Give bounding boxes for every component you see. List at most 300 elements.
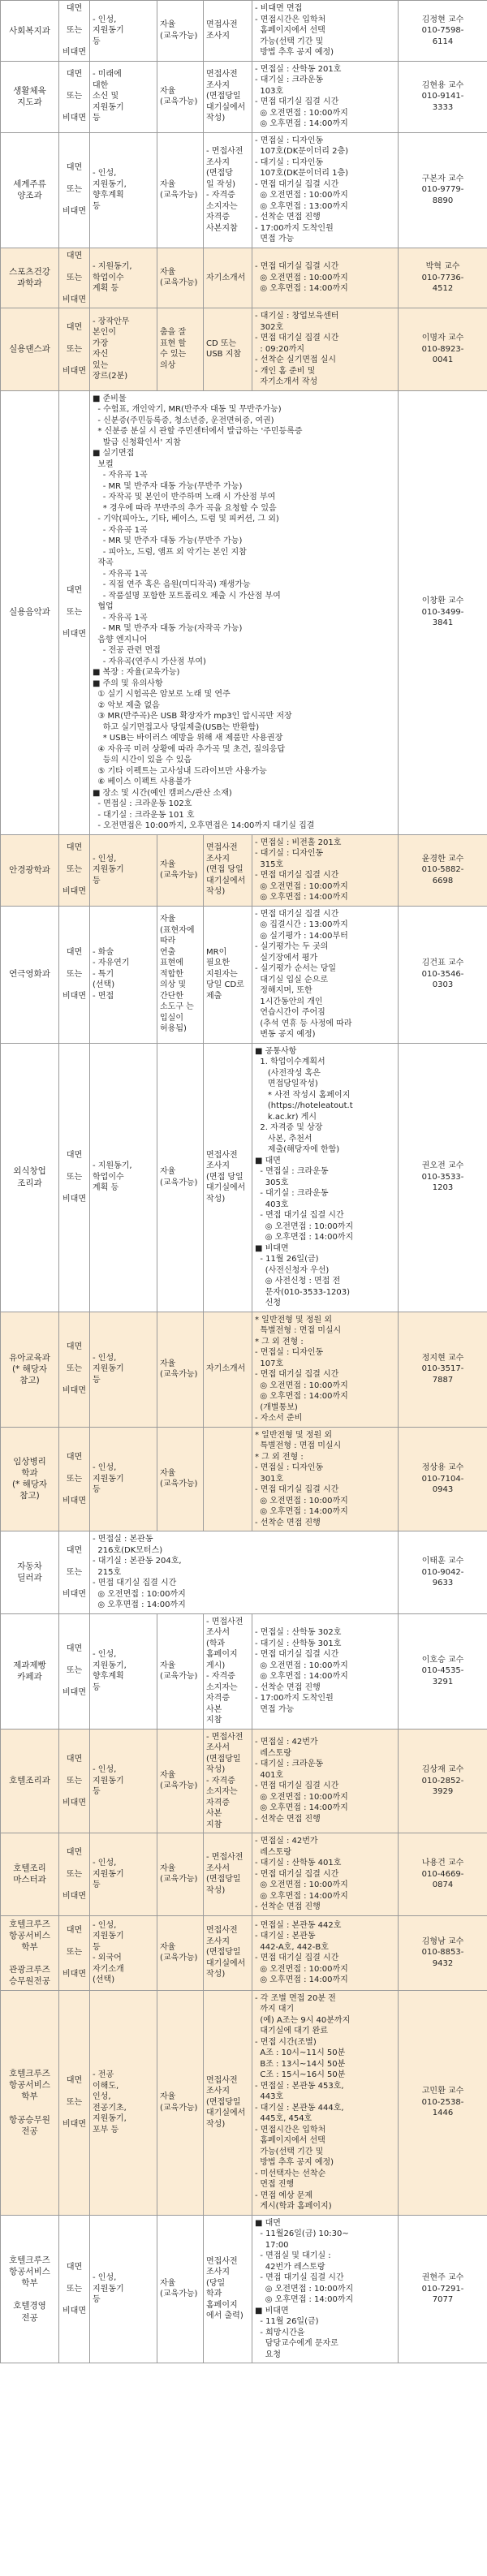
detail-line: - 면접실 : 본관동	[93, 1535, 153, 1544]
detail-line: - 면접 대기실 집결 시간	[255, 1781, 339, 1791]
detail-line: - 대기실 : 크라운동 101 호	[93, 810, 195, 820]
detail-line: - 자유곡 1곡	[93, 613, 148, 622]
detail-line: * 신분증 분실 시 관할 주민센터에서 발급하는 '주민등록증	[93, 427, 303, 436]
details-cell	[90, 1531, 399, 1614]
detail-line: 게시(학과 홈페이지)	[255, 2202, 332, 2212]
detail-line: ◎ 오후면접 : 14:00까지	[255, 1392, 348, 1401]
detail-line: - 각 조별 면접 20분 전	[255, 1993, 336, 2003]
detail-line: 가능(선택 기간 및	[255, 37, 324, 46]
detail-line: (사전신청자 우선)	[255, 1265, 330, 1275]
details-cell	[252, 2215, 399, 2363]
detail-line: ◎ 오전면접 : 10:00까지	[93, 1589, 186, 1599]
interview-content-cell: - 인성, 지원동기, 향후계획 등	[90, 1613, 157, 1729]
contact-cell: 권현주 교수 010-7291- 7077	[399, 2215, 487, 2363]
detail-line: 홈페이지에서 선택	[255, 26, 325, 35]
details-cell	[252, 906, 399, 1043]
interview-content-cell: - 인성, 지원동기 등	[90, 1, 157, 62]
interview-mode-cell: 대면 또는 비대면	[59, 61, 90, 132]
detail-line: ② 악보 제출 없음	[93, 700, 160, 710]
detail-line: 107호(DK문이더리 2층)	[255, 147, 349, 156]
detail-line: ◎ 오후면접 : 14:00까지	[255, 893, 348, 902]
detail-line: ◎ 사전신청 : 면접 전	[255, 1277, 341, 1286]
detail-line: 가능(선택 기간 및	[255, 2147, 324, 2156]
details-cell	[252, 1427, 399, 1531]
detail-line: ◎ 오후면접 : 14:00까지	[255, 1233, 354, 1242]
submission-cell: 자기소개서	[204, 248, 252, 308]
interview-mode-cell: 대면 또는 비대면	[59, 1312, 90, 1427]
detail-line: ◎ 오전면접 : 10:00까지	[255, 108, 348, 118]
detail-line: 방법 추후 공지 예정)	[255, 48, 334, 57]
department-cell: 외식창업 조리과	[1, 1043, 59, 1312]
detail-line: - 면접실 : 42번가	[255, 1837, 318, 1846]
detail-line: - 면접시간은 입학처	[255, 15, 326, 24]
interview-mode-cell: 대면 또는 비대면	[59, 834, 90, 906]
department-cell: 유아교육과 (* 해당자 참고)	[1, 1312, 59, 1427]
detail-line: ◎ 집결시간 : 13:00까지	[255, 920, 348, 929]
detail-line: - 면접 대기실 집결 시간	[255, 1370, 339, 1379]
detail-line: 자기소개서 작성	[255, 377, 318, 386]
detail-line: - 희망시간을	[255, 2328, 305, 2337]
detail-line: - 수험표, 개인악기, MR(반주자 대동 및 무반주가능)	[93, 405, 282, 414]
contact-cell: 나용건 교수 010-4669- 0874	[399, 1833, 487, 1916]
detail-line: - MR 및 반주자 대동 가능(자작곡 가능)	[93, 624, 243, 633]
detail-line: 302호	[255, 322, 284, 332]
detail-line: * 그 외 전형 :	[255, 1452, 304, 1462]
detail-line: - 면접실 및 대기실 :	[255, 2251, 331, 2261]
details-cell	[252, 1833, 399, 1916]
detail-line: ◎ 오전면접 : 10:00까지	[255, 2284, 354, 2294]
detail-line: * 그 외 전형 :	[255, 1337, 304, 1346]
details-cell	[252, 248, 399, 308]
detail-line: - 면접실 : 크라운동 102호	[93, 799, 192, 808]
details-cell	[252, 1990, 399, 2215]
detail-line: - 면접 대기실 집결 시간	[255, 97, 339, 106]
department-cell: 실용댄스과	[1, 308, 59, 391]
detail-line: ■ 공통사항	[255, 1046, 297, 1056]
department-cell: 호텔크루즈 항공서비스 학부 관광크루즈 승무원전공	[1, 1915, 59, 1990]
department-cell: 임상병리 학과 (* 해당자 참고)	[1, 1427, 59, 1531]
detail-line: 103호	[255, 86, 284, 96]
detail-line: ◎ 오전면접 : 10:00까지	[255, 1381, 348, 1390]
detail-line: 면접당일작성)	[255, 1079, 318, 1088]
contact-cell: 정지현 교수 010-3517- 7887	[399, 1312, 487, 1427]
table-row	[1, 61, 487, 132]
submission-cell: - 면접사전 조사서 (학과 홈페이지 게시) - 자격증 소지자는 자격증 사본 지참	[204, 1613, 252, 1729]
detail-line: - 대기실 : 산학동 301호	[255, 1639, 342, 1648]
detail-line: - 면접 대기실 집결 시간	[255, 262, 339, 271]
detail-line: 대기실 입실 순으로	[255, 975, 328, 984]
detail-line: 하고 실기면접고사 당일제출(USB는 반환함)	[93, 722, 260, 732]
detail-line: - 면접실 : 비전홀 201호	[255, 838, 342, 847]
detail-line: - 대기실 : 본관동 444호,	[255, 2103, 344, 2113]
detail-line: - 자작곡 및 본인이 반주하며 노래 시 가산점 부여	[93, 493, 276, 502]
contact-cell: 김형남 교수 010-8853- 9432	[399, 1915, 487, 1990]
detail-line: 1시간동안의 개인	[255, 997, 323, 1006]
detail-line: - 면접 대기실 집결 시간	[255, 1650, 339, 1659]
detail-line: - 자유곡 1곡	[93, 525, 148, 535]
detail-line: ◎ 오전면접 : 10:00까지	[255, 1792, 348, 1802]
detail-line: 107호(DK문이더리 1층)	[255, 169, 349, 178]
detail-line: ■ 대면	[255, 2218, 281, 2228]
detail-line: 문자(010-3533-1203)	[255, 1287, 351, 1297]
interview-mode-cell: 대면 또는 비대면	[59, 1, 90, 62]
detail-line: 작곡	[93, 558, 114, 567]
contact-cell: 김상재 교수 010-2852- 3929	[399, 1729, 487, 1833]
detail-line: A조 : 10시~11시 50분	[255, 2048, 346, 2058]
department-cell: 호텔크루즈 항공서비스 학부 호텔경영 전공	[1, 2215, 59, 2363]
submission-cell: 자기소개서	[204, 1312, 252, 1427]
attire-cell: 자율 (교육가능)	[157, 61, 204, 132]
detail-line: - 면접실 : 산학동 302호	[255, 1628, 342, 1637]
detail-line: - 대기실 : 본관동 204호,	[93, 1557, 182, 1566]
detail-line: - 선착순 면접 진행	[255, 1902, 321, 1911]
details-cell	[252, 1312, 399, 1427]
detail-line: - 대기실 : 디자인동	[255, 157, 324, 167]
detail-line: * USB는 바이러스 예방을 위해 새 제품만 사용권장	[93, 734, 283, 743]
detail-line: - 면접실 : 디자인동	[255, 1463, 324, 1472]
table-row	[1, 1427, 487, 1531]
attire-cell: 자율 (표현자에 따라 연출 표현에 적합한 의상 및 간단한 소도구 는 입실이 허용됨)	[157, 906, 204, 1043]
detail-line: - 자유곡 1곡	[93, 569, 148, 579]
department-cell: 세계주류 양조과	[1, 132, 59, 248]
detail-line: ■ 주의 및 유의사항	[93, 678, 163, 688]
interview-mode-cell: 대면 또는 비대면	[59, 1531, 90, 1614]
detail-line: - 피아노, 드럼, 앰프 외 악기는 본인 지참	[93, 547, 247, 557]
detail-line: - 자유곡 1곡	[93, 471, 148, 480]
detail-line: 443호	[255, 2092, 284, 2102]
detail-line: 홈페이지에서 선택	[255, 2136, 325, 2146]
attire-cell: 자율 (교육가능)	[157, 1, 204, 62]
detail-line: 실기장에서 평가	[255, 953, 318, 963]
detail-line: - 면접 대기실 집결 시간	[255, 334, 339, 342]
attire-cell: 자율 (교육가능)	[157, 2215, 204, 2363]
detail-line: * 일반전형 및 정원 외	[255, 1315, 332, 1325]
department-cell: 사회복지과	[1, 1, 59, 62]
detail-line: - 자유곡(연주시 가산점 부여)	[93, 657, 206, 666]
detail-line: 면접 가능	[255, 235, 295, 243]
detail-line: - MR 및 반주자 대동 가능(무반주 가능)	[93, 536, 243, 545]
table-body	[1, 1, 487, 2363]
department-cell: 안경광학과	[1, 834, 59, 906]
interview-mode-cell: 대면 또는 비대면	[59, 906, 90, 1043]
table-row	[1, 1990, 487, 2215]
department-cell: 실용음악과	[1, 390, 59, 834]
detail-line: k.ac.kr) 게시	[255, 1112, 317, 1122]
detail-line: 2. 자격증 및 상장	[255, 1123, 323, 1132]
department-cell: 자동차 딜러과	[1, 1531, 59, 1614]
detail-line: 등의 시간이 있을 수 있음	[93, 756, 192, 765]
detail-line: - 대기실 : 디자인동	[255, 849, 324, 858]
detail-line: - 선착순 실기면접 실시	[255, 355, 337, 364]
interview-content-cell: - 화술 - 자유연기 - 특기 (선택) - 면접	[90, 906, 157, 1043]
table-row	[1, 2215, 487, 2363]
department-cell: 호텔조리 마스터과	[1, 1833, 59, 1916]
detail-line: ◎ 오후면접 : 14:00까지	[255, 2295, 354, 2305]
detail-line: 216호(DK모터스)	[93, 1545, 163, 1555]
submission-cell: - 면접사전 조사지 (면접당 일 작성) - 자격증 소지자는 자격증 사본지참	[204, 132, 252, 248]
interview-content-cell: - 장작안무 본인이 가장 자신 있는 장르(2분)	[90, 308, 157, 391]
detail-line: 107호	[255, 1359, 284, 1368]
detail-line: - 대기실 : 크라운동	[255, 75, 324, 84]
detail-line: 315호	[255, 859, 284, 869]
detail-line: * 사전 작성시 홈페이지	[255, 1090, 351, 1100]
department-cell: 스포츠건강 과학과	[1, 248, 59, 308]
interview-mode-cell: 대면 또는 비대면	[59, 1990, 90, 2215]
contact-cell: 이호승 교수 010-4535- 3291	[399, 1613, 487, 1729]
detail-line: - 면접실 : 디자인동	[255, 136, 324, 145]
detail-line: - 개인 홈 준비 및	[255, 366, 316, 376]
department-cell: 호텔조리과	[1, 1729, 59, 1833]
detail-line: ◎ 오후면접 : 14:00까지	[255, 1975, 348, 1985]
interview-content-cell: - 인성, 지원동기 등	[90, 1312, 157, 1427]
table-row	[1, 834, 487, 906]
interview-mode-cell: 대면 또는 비대면	[59, 308, 90, 391]
interview-content-cell: - 인성, 지원동기 등	[90, 1729, 157, 1833]
contact-cell: 고민환 교수 010-2538- 1446	[399, 1990, 487, 2215]
interview-content-cell: - 전공 이해도, 인성, 전공기초, 지원동기, 포부 등	[90, 1990, 157, 2215]
submission-cell: 면접사전 조사지 (면접 당일 대기실에서 작성)	[204, 1043, 252, 1312]
detail-line: 담당교수에게 문자로	[255, 2339, 338, 2349]
detail-line: ◎ 오후면접 : 14:00까지	[255, 1891, 348, 1901]
table-row	[1, 390, 487, 834]
detail-line: 신청	[255, 1299, 282, 1307]
detail-line: ■ 장소 및 시간(예인 캠퍼스/관산 소재)	[93, 788, 232, 798]
detail-line: - 자소서 준비	[255, 1414, 303, 1423]
attire-cell: 자율 (교육가능)	[157, 1729, 204, 1833]
attire-cell: 자율 (교육가능)	[157, 1833, 204, 1916]
interview-mode-cell: 대면 또는 비대면	[59, 1729, 90, 1833]
detail-line: 제출(해당자에 한함)	[255, 1145, 340, 1154]
detail-line: - 면접 대기실 집결 시간	[255, 179, 339, 189]
detail-line: B조 : 13시~14시 50분	[255, 2059, 346, 2069]
detail-line: ◎ 오전면접 : 10:00까지	[255, 1661, 348, 1670]
details-cell	[252, 1613, 399, 1729]
detail-line: - 17:00까지 도착인원	[255, 223, 334, 233]
detail-line: - 면접 시간(조별)	[255, 2037, 317, 2047]
submission-cell: - 면접사전 조사서 (면접당일 작성) - 자격증 소지자는 자격증 사본 지참	[204, 1729, 252, 1833]
detail-line: - 면접실 : 본관동 453호,	[255, 2081, 344, 2091]
contact-cell: 박혁 교수 010-7736- 4512	[399, 248, 487, 308]
detail-line: - 선착순 면접 진행	[255, 213, 321, 222]
detail-line: C조 : 15시~16시 50분	[255, 2070, 346, 2080]
attire-cell: 자율 (교육가능)	[157, 1043, 204, 1312]
detail-line: - 대기실 : 크라운동	[255, 1760, 324, 1769]
detail-line: 방법 추후 공지 예정)	[255, 2158, 334, 2168]
detail-line: 305호	[255, 1178, 289, 1187]
interview-content-cell: - 인성, 지원동기 등 - 외국어 자기소개 (선택)	[90, 1915, 157, 1990]
detail-line: 특별전형 : 면접 미실시	[255, 1326, 342, 1335]
interview-mode-cell: 대면 또는 비대면	[59, 1833, 90, 1916]
detail-line: - 선착순 면접 진행	[255, 1518, 321, 1527]
department-cell: 연극영화과	[1, 906, 59, 1043]
detail-line: 면접 가능	[255, 1704, 295, 1714]
detail-line: - 대기실 : 본관동	[255, 1932, 316, 1941]
detail-line: ◎ 실기평가 : 14:00부터	[255, 931, 348, 941]
details-cell	[252, 132, 399, 248]
detail-line: - 면접실 : 디자인동	[255, 1348, 324, 1357]
detail-line: (사전작성 혹은	[255, 1068, 321, 1078]
detail-line: 401호	[255, 1770, 284, 1780]
table-row	[1, 132, 487, 248]
contact-cell: 이창환 교수 010-3499- 3841	[399, 390, 487, 834]
interview-mode-cell: 대면 또는 비대면	[59, 248, 90, 308]
interview-content-cell: - 지원동기, 학업이수 계획 등	[90, 248, 157, 308]
details-cell	[90, 390, 399, 834]
detail-line: 사본, 추천서	[255, 1134, 312, 1144]
detail-line: - 대기실 : 창업보육센터	[255, 312, 339, 321]
table-row	[1, 1833, 487, 1916]
detail-line: 301호	[255, 1474, 284, 1484]
detail-line: - 면접 대기실 집결 시간	[255, 871, 339, 880]
detail-line: 1. 학업이수계획서	[255, 1058, 325, 1066]
detail-line: - 면접 예상 문제	[255, 2190, 313, 2200]
contact-cell: 김정현 교수 010-7598- 6114	[399, 1, 487, 62]
table-row	[1, 1312, 487, 1427]
contact-cell: 구본자 교수 010-9779- 8890	[399, 132, 487, 248]
interview-mode-cell: 대면 또는 비대면	[59, 1613, 90, 1729]
detail-line: - 면접실 : 본관동 442호	[255, 1920, 342, 1930]
interview-content-cell: - 인성, 지원동기 등	[90, 1833, 157, 1916]
detail-line: - 면접실 : 42번가	[255, 1738, 318, 1747]
detail-line: (추석 연휴 등 사정에 따라	[255, 1019, 352, 1028]
attire-cell: 자율 (교육가능)	[157, 132, 204, 248]
detail-line: (예) A조는 9시 40분까지	[255, 2015, 351, 2025]
detail-line: - 면접 대기실 집결 시간	[255, 2273, 344, 2283]
detail-line: ④ 자유곡 미려 상황에 따라 추가곡 및 초견, 질의응답	[93, 744, 286, 754]
detail-line: ⑥ 베이스 이펙트 사용불가	[93, 778, 192, 786]
detail-line: - 면접 대기실 집결 시간	[255, 1954, 339, 1963]
contact-cell: 김건표 교수 010-3546- 0303	[399, 906, 487, 1043]
detail-line: - 오전면접은 10:00까지, 오후면접은 14:00까지 대기실 집결	[93, 821, 315, 830]
interview-mode-cell: 대면 또는 비대면	[59, 132, 90, 248]
detail-line: : 09:20까지	[255, 344, 305, 354]
submission-cell: 면접사전 조사지 (면접당일 대기실에서 작성)	[204, 1990, 252, 2215]
detail-line: ◎ 오전면접 : 10:00까지	[255, 1880, 348, 1889]
detail-line: - 17:00까지 도착인원	[255, 1694, 334, 1703]
detail-line: 215호	[93, 1567, 122, 1577]
detail-line: ◎ 오후면접 : 14:00까지	[255, 1507, 348, 1516]
submission-cell: - 면접사전 조사서 (면접당일 작성)	[204, 1833, 252, 1916]
detail-line: ◎ 오후면접 : 14:00까지	[255, 1803, 348, 1813]
detail-line: 까지 대기	[255, 2005, 295, 2014]
detail-line: ■ 비대면	[255, 1243, 289, 1253]
detail-line: - 면접 대기실 집결 시간	[255, 1485, 339, 1494]
attire-cell: 자율 (교육가능)	[157, 1427, 204, 1531]
detail-line: 보컬	[93, 459, 114, 469]
detail-line: - 11월 26일(금)	[255, 1255, 319, 1264]
detail-line: - 대기실 : 산학동 401호	[255, 1859, 342, 1867]
detail-line: 요청	[255, 2350, 282, 2359]
submission-cell: MR이 필요한 지원자는 당일 CD로 제출	[204, 906, 252, 1043]
detail-line: * 경우에 따라 무반주의 추가 곡을 요청할 수 있음	[93, 503, 277, 513]
detail-line: - 직접 연주 혹은 음원(미디작곡) 재생가능	[93, 580, 251, 589]
detail-line: ■ 비대면	[255, 2306, 289, 2315]
detail-line: 협업	[93, 602, 114, 611]
table-row	[1, 1043, 487, 1312]
detail-line: - 면접 대기실 집결 시간	[255, 909, 339, 919]
attire-cell: 자율 (교육가능)	[157, 1990, 204, 2215]
attire-cell: 자율 (교육가능)	[157, 834, 204, 906]
department-cell: 제과제빵 카페과	[1, 1613, 59, 1729]
detail-line: 음향 엔지니어	[93, 635, 148, 644]
interview-content-cell: - 인성, 지원동기 등	[90, 834, 157, 906]
detail-line: - 신분증(주민등록증, 청소년증, 운전면허증, 여권)	[93, 416, 274, 425]
department-cell: 호텔크루즈 항공서비스 학부 항공승무원 전공	[1, 1990, 59, 2215]
details-cell	[252, 308, 399, 391]
contact-cell: 이명자 교수 010-8923- 0041	[399, 308, 487, 391]
table-row	[1, 1613, 487, 1729]
detail-line: 레스토랑	[255, 1847, 291, 1857]
table-row	[1, 906, 487, 1043]
detail-line: - 면접 대기실 집결 시간	[93, 1579, 177, 1587]
interview-content-cell: - 미래에 대한 소신 및 지원동기 등	[90, 61, 157, 132]
detail-line: ⑤ 기타 이펙트는 고사성내 드라이브만 사용가능	[93, 766, 267, 776]
table-row	[1, 248, 487, 308]
detail-line: ◎ 오후면접 : 13:00까지	[255, 201, 348, 211]
detail-line: - 11월26일(금) 10:30~	[255, 2229, 349, 2239]
detail-line: 연습시간이 주어짐	[255, 1008, 325, 1017]
submission-cell: 면접사전 조사지 (당일 학과 홈페이지 에서 출력)	[204, 2215, 252, 2363]
detail-line: ① 실기 시험곡은 암보로 노래 및 연주	[93, 690, 231, 699]
interview-content-cell: - 지원동기, 학업이수 계획 등	[90, 1043, 157, 1312]
attire-cell: 춤을 잘 표현 할 수 있는 의상	[157, 308, 204, 391]
detail-line: 변동 공지 예정)	[255, 1030, 316, 1039]
detail-line: ■ 대면	[255, 1156, 281, 1165]
contact-cell: 이태훈 교수 010-9042- 9633	[399, 1531, 487, 1614]
contact-cell: 김현용 교수 010-9141- 3333	[399, 61, 487, 132]
detail-line: - 선착순 면접 진행	[255, 1682, 321, 1692]
contact-cell: 정상용 교수 010-7104- 0943	[399, 1427, 487, 1531]
interview-mode-cell: 대면 또는 비대면	[59, 2215, 90, 2363]
detail-line: - 기악(피아노, 기타, 베이스, 드럼 및 피커션, 그 외)	[93, 515, 279, 523]
submission-cell: 면접사전 조사지 (면접 당일 대기실에서 작성)	[204, 834, 252, 906]
detail-line: - 면접 대기실 집결 시간	[255, 1869, 339, 1879]
detail-line: - MR 및 반주자 대동 가능(무반주 가능)	[93, 481, 243, 491]
attire-cell: 자율 (교육가능)	[157, 1312, 204, 1427]
detail-line: ◎ 오후면접 : 14:00까지	[93, 1600, 186, 1609]
detail-line: 발급 신청확인서' 지참	[93, 437, 181, 447]
detail-line: ◎ 오전면접 : 10:00까지	[255, 1496, 348, 1506]
detail-line: - 대기실 : 크라운동	[255, 1189, 329, 1198]
table-row	[1, 1915, 487, 1990]
detail-line: 면접 진행	[255, 2180, 295, 2190]
attire-cell: 자율 (교육가능)	[157, 1613, 204, 1729]
detail-line: - 비대면 면접	[255, 4, 303, 13]
details-cell	[252, 1043, 399, 1312]
table-row	[1, 308, 487, 391]
details-cell	[252, 1729, 399, 1833]
detail-line: ◎ 오전면접 : 10:00까지	[255, 191, 348, 200]
detail-line: - 11월 26일(금)	[255, 2317, 319, 2327]
detail-line: - 실기평가 순서는 당일	[255, 964, 337, 973]
detail-line: 403호	[255, 1200, 289, 1209]
detail-line: ◎ 오전면접 : 10:00까지	[255, 273, 348, 282]
detail-line: 445호, 454호	[255, 2114, 312, 2124]
detail-line: - 면접실 : 크라운동	[255, 1167, 329, 1176]
interview-content-cell: - 인성, 지원동기 등	[90, 1427, 157, 1531]
department-cell: 생활체육 지도과	[1, 61, 59, 132]
detail-line: - 선착순 면접 진행	[255, 1814, 321, 1824]
detail-line: - 실기평가는 두 곳의	[255, 942, 329, 951]
detail-line: ◎ 오후면접 : 14:00까지	[255, 119, 348, 128]
detail-line: 17:00	[255, 2240, 289, 2250]
attire-cell: 자율 (교육가능)	[157, 248, 204, 308]
detail-line: ③ MR(반주곡)은 USB 확장자가 mp3인 압시곡만 저장	[93, 712, 292, 721]
detail-line: (개별통보)	[255, 1402, 298, 1412]
detail-line: ■ 준비물	[93, 394, 127, 403]
detail-line: 레스토랑	[255, 1748, 291, 1758]
detail-line: - 면접실 : 산학동 201호	[255, 64, 342, 74]
